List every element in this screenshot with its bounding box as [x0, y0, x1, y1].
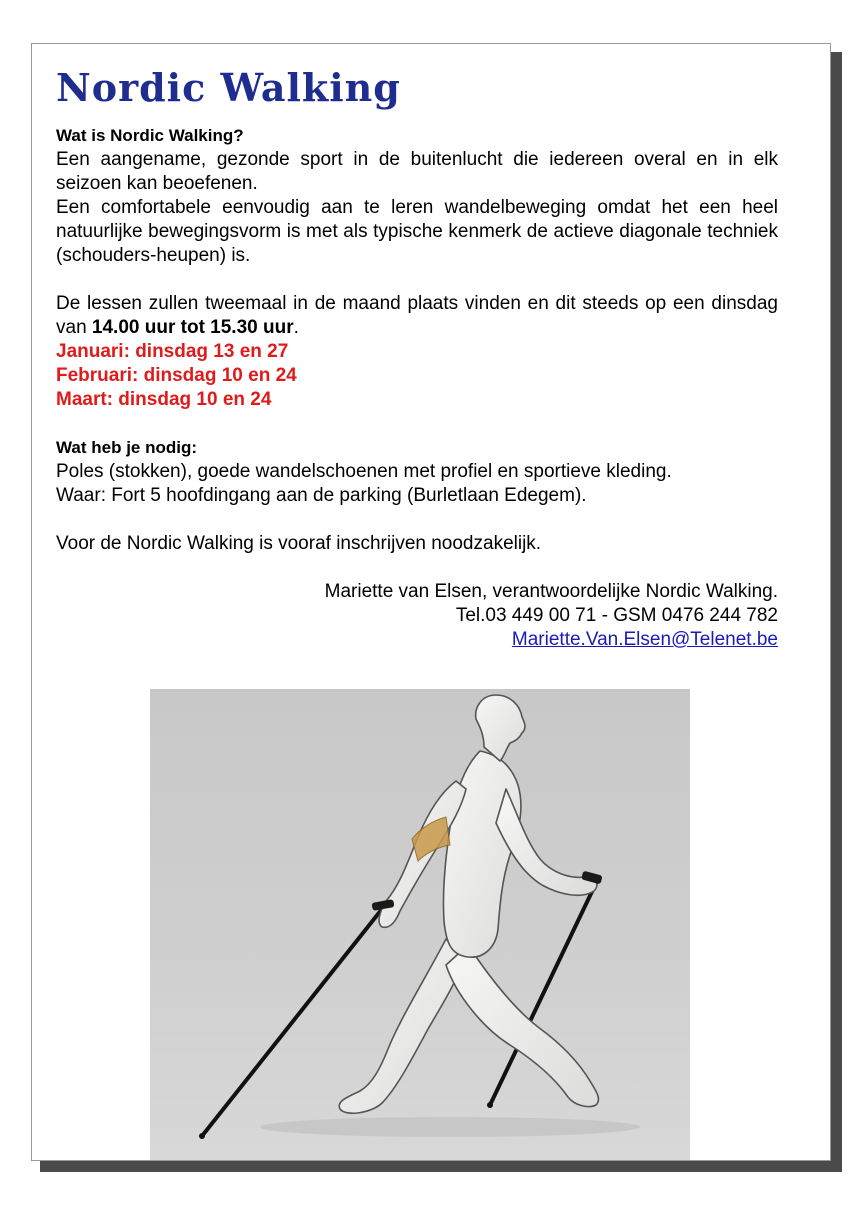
- date-february: Februari: dinsdag 10 en 24: [56, 365, 297, 386]
- registration-note: Voor de Nordic Walking is vooraf inschrijven noodzakelijk.: [56, 533, 542, 554]
- spacer: [56, 268, 778, 292]
- lessons-period: .: [293, 317, 299, 338]
- spacer: [56, 508, 778, 532]
- flyer-content: [56, 124, 778, 652]
- nordic-walker-figure: [150, 689, 690, 1161]
- date-january: Januari: dinsdag 13 en 27: [56, 341, 289, 362]
- email-link[interactable]: Mariette.Van.Elsen@Telenet.be: [511, 629, 778, 650]
- flyer-page: [31, 43, 831, 1161]
- intro-heading: Wat is Nordic Walking?: [56, 126, 244, 145]
- intro-paragraph-2: Een comfortabele eenvoudig aan te leren wandelbeweging omdat het een heel natuurlijke bewegingsvorm is met als typische kenmerk de actieve diagonale techniek (schouders-heupen) is.: [56, 197, 778, 266]
- needs-heading: Wat heb je nodig:: [56, 438, 198, 457]
- page-title: Nordic Walking: [56, 65, 401, 110]
- contact-phone: Tel.03 449 00 71 - GSM 0476 244 782: [455, 605, 778, 626]
- lessons-paragraph: [56, 292, 778, 340]
- date-march: Maart: dinsdag 10 en 24: [56, 389, 272, 410]
- lessons-time: 14.00 uur tot 15.30 uur: [91, 317, 294, 338]
- nordic-walker-illustration: [150, 689, 690, 1161]
- spacer: [56, 556, 778, 580]
- spacer: [56, 412, 778, 436]
- contact-name: Mariette van Elsen, verantwoordelijke Nordic Walking.: [324, 581, 778, 602]
- needs-location: Waar: Fort 5 hoofdingang aan de parking (Burletlaan Edegem).: [56, 485, 587, 506]
- needs-items: Poles (stokken), goede wandelschoenen met profiel en sportieve kleding.: [56, 461, 672, 482]
- lessons-text: De lessen zullen tweemaal in de maand plaats vinden en dit steeds op een dinsdag van: [56, 293, 778, 338]
- intro-paragraph-1: Een aangename, gezonde sport in de buitenlucht die iedereen overal en in elk seizoen kan beoefenen.: [56, 149, 778, 194]
- contact-email-line: [56, 628, 778, 652]
